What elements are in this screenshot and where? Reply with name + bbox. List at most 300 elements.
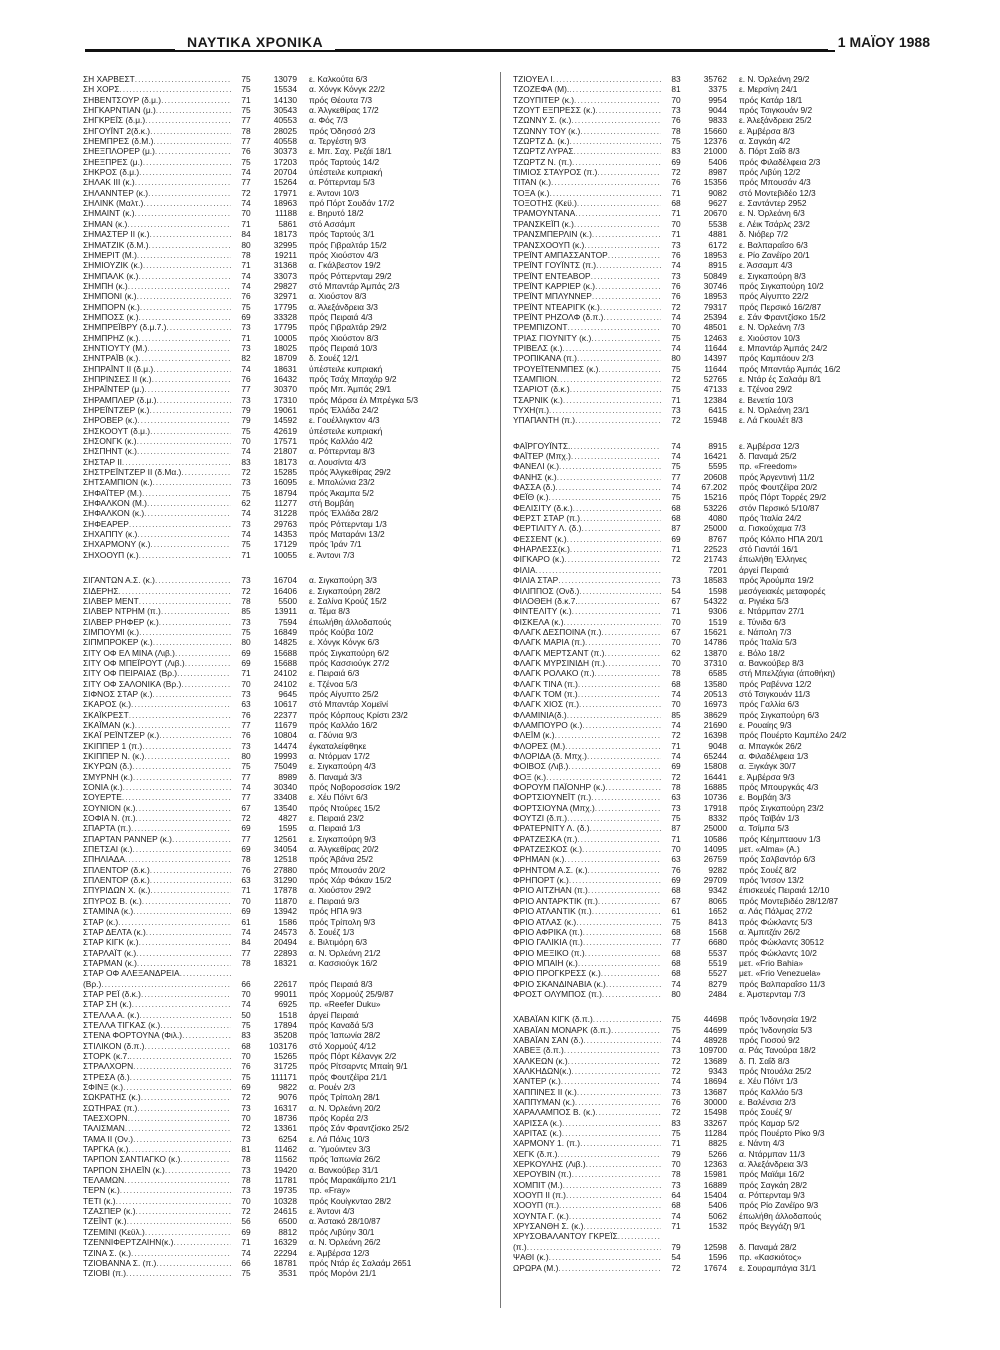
ship-name: ΣΗΛΙΝΚ (Μαλτ.) [83, 198, 144, 209]
position-note: πρός Κουίγκνταο 28/2 [309, 1195, 392, 1206]
build-year: 75 [241, 1019, 251, 1030]
ship-name-cell [83, 136, 231, 146]
ship-name-cell [83, 761, 231, 771]
tonnage: 8332 [708, 813, 727, 824]
build-year: 74 [241, 1247, 251, 1258]
ship-name-cell [83, 105, 231, 115]
build-year: 61 [241, 916, 251, 927]
build-year: 74 [671, 260, 681, 271]
ship-name: ΣΗΛΑΝΝΤΕΡ (κ.) [83, 187, 149, 198]
leader-dots [564, 1045, 661, 1055]
build-year: 63 [241, 875, 251, 886]
tonnage: 1596 [708, 1252, 727, 1263]
ship-name-cell [513, 271, 661, 281]
ship-entry [83, 648, 499, 658]
ship-name-cell [513, 333, 661, 343]
position-note: πρός Σουέζ 9/ [739, 1107, 792, 1118]
ship-name-cell [513, 782, 661, 792]
ship-section [83, 74, 499, 560]
ship-name: ΦΛΑΜΠΟΥΡΟ (κ.) [513, 719, 583, 730]
tonnage: 18953 [703, 291, 727, 302]
ship-entry [513, 741, 929, 751]
tonnage: 31368 [273, 260, 297, 271]
leader-dots [558, 1263, 661, 1273]
tonnage: 10328 [273, 1195, 297, 1206]
leader-dots [133, 1134, 231, 1144]
ship-entry [83, 1216, 499, 1226]
position-note: πρός Σουέζ 8/2 [739, 864, 797, 875]
leader-dots [185, 658, 231, 668]
position-note: πρός Άργεντινή 11/2 [739, 471, 815, 482]
ship-name-cell [513, 544, 661, 554]
tonnage: 103176 [269, 1040, 297, 1051]
tonnage: 9627 [708, 198, 727, 209]
build-year: 68 [671, 947, 681, 958]
ship-name: ΣΚΙΠΠΕΡ Ν. (κ.) [83, 751, 145, 761]
ship-entry [513, 772, 929, 782]
ship-entry [513, 917, 929, 927]
build-year: 71 [671, 606, 681, 617]
position-note: πρός Ρίτσαρντς Μπαίη 9/1 [309, 1061, 408, 1072]
ship-name-cell [513, 865, 661, 875]
ship-name-cell [513, 461, 661, 471]
ship-entry [83, 343, 499, 353]
tonnage: 14592 [273, 415, 297, 426]
build-year: 72 [241, 813, 251, 824]
tonnage: 9306 [708, 606, 727, 617]
tonnage: 17795 [273, 301, 297, 312]
position-note: πρός Περσικό 16/2/87 [739, 301, 822, 312]
leader-dots [572, 157, 661, 167]
position-note: α. Τέμα 8/3 [309, 606, 350, 617]
build-year: 83 [671, 74, 681, 84]
ship-name: ΦΡΙΟ ΜΕΞΙΚΟ (π.) [513, 947, 585, 958]
leader-dots [595, 281, 661, 291]
ship-name: ΦΙΛΙΑ [513, 564, 536, 575]
ship-name: ΦΡΙΟ ΑΙΤΖΗΑΝ (π.) [513, 885, 588, 896]
column-divider [500, 72, 501, 1308]
ship-name-cell [83, 1154, 231, 1164]
ship-name-cell [83, 1010, 231, 1020]
tonnage: 32995 [273, 239, 297, 250]
ship-entry [513, 115, 929, 125]
ship-name-cell [83, 1196, 231, 1206]
ship-entry [83, 1082, 499, 1092]
build-year: 69 [241, 1226, 251, 1237]
ship-name: ΤΟΞΑ (κ.) [513, 187, 550, 198]
ship-entry [83, 488, 499, 498]
tonnage: 15356 [703, 177, 727, 188]
ship-name: ΤΡΕΪΝΤ ΡΗΖΟΛΦ (δ.π.) [513, 311, 604, 322]
ship-name: ΦΟΡΤΣΙΟΥΝΕΪΤ (π.) [513, 792, 592, 803]
tonnage: 18173 [273, 229, 297, 240]
ship-name-cell [83, 219, 231, 229]
ship-name: ΤΙΜΙΟΣ ΣΤΑΥΡΟΣ (π.) [513, 167, 598, 178]
position-note: ε. Σάν Φραντζίσκο 15/2 [739, 311, 826, 322]
ship-entry [83, 1041, 499, 1051]
build-year: 73 [671, 575, 681, 586]
build-year: 70 [671, 322, 681, 333]
leader-dots [555, 730, 661, 740]
build-year: 68 [671, 198, 681, 209]
tonnage: 8915 [708, 440, 727, 451]
tonnage: 9048 [708, 740, 727, 751]
build-year: 75 [241, 539, 251, 550]
ship-entry [513, 906, 929, 916]
ship-name: ΣΚΥΡΩΝ (δ.) [83, 761, 133, 772]
ship-entry [513, 374, 929, 384]
position-note: πρός Μπουσάν 4/3 [739, 177, 811, 188]
tonnage: 24573 [273, 926, 297, 937]
position-note: πρός Μαρακάϊμπο 21/1 [309, 1175, 397, 1186]
ship-name-cell [83, 260, 231, 270]
build-year: 78 [671, 1169, 681, 1180]
ship-entry [83, 115, 499, 125]
leader-dots [563, 395, 661, 405]
ship-name: ΣΤΕΛΛΑ Α. (κ.) [83, 1009, 140, 1020]
tonnage: 31290 [273, 875, 297, 886]
leader-dots [161, 606, 231, 616]
leader-dots [144, 751, 231, 761]
leader-dots [180, 968, 231, 978]
leader-dots [562, 1128, 661, 1138]
leader-dots [144, 508, 231, 518]
leader-dots [559, 1200, 661, 1210]
ship-entry [83, 865, 499, 875]
ship-entry [83, 1165, 499, 1175]
leader-dots [557, 374, 661, 384]
build-year: 73 [241, 1164, 251, 1175]
leader-dots [120, 1185, 231, 1195]
ship-name: ΧΑΡΜΟΝΥ 1. (π.) [513, 1138, 581, 1149]
ship-name-cell [513, 534, 661, 544]
leader-dots [135, 177, 231, 187]
leader-dots [141, 989, 231, 999]
leader-dots [558, 575, 661, 585]
leader-dots [570, 441, 661, 451]
ship-name: ΤΕΛΑΜΩΝ [83, 1175, 125, 1186]
tonnage: 50849 [703, 270, 727, 281]
ship-name-cell [83, 467, 231, 477]
build-year: 68 [671, 885, 681, 896]
build-year: 50 [241, 1009, 251, 1020]
leader-dots [145, 115, 231, 125]
build-year: 69 [241, 311, 251, 322]
position-note: ε. Βαλπαραΐσο 6/3 [739, 239, 808, 250]
position-note: ε. Λέικ Τσάρλς 23/2 [739, 218, 810, 229]
leader-dots [579, 699, 661, 709]
position-note: πρός Ρόττερνταμ 1/3 [309, 518, 387, 529]
build-year: 85 [241, 606, 251, 617]
leader-dots [175, 648, 231, 658]
ship-entry [513, 415, 929, 425]
ship-name: ΤΖΕΝΝΙΦΕΡΤΖΑΙΗΝ(κ.) [83, 1237, 174, 1248]
ship-name: ΥΠΑΠΑΝΤΗ (π.) [513, 415, 576, 426]
position-note: στό Μπαντάρ Άμπάς 2/3 [309, 280, 400, 291]
position-note: πρός Ντάρ ές Σαλαάμ 2651 [309, 1257, 412, 1268]
ship-name: ΣΗΦΑΪΤΕΡ (Μ.) [83, 487, 142, 498]
ship-name-cell [83, 415, 231, 425]
ship-entry [513, 384, 929, 394]
leader-dots [177, 668, 231, 678]
ship-name: ΦΡΗΠΟΡΤ (κ.) [513, 875, 569, 886]
ship-entry [513, 948, 929, 958]
ship-entry [513, 989, 929, 999]
position-note: ε. Χέυ Πόϊντ 6/3 [309, 792, 368, 803]
ship-name: ΣΟΝΙΑ (κ.) [83, 782, 123, 793]
ship-name: ΣΠΛΕΝΤΟΡ (δ.κ.) [83, 864, 150, 875]
build-year: 72 [671, 554, 681, 565]
leader-dots [126, 1268, 231, 1278]
ship-name-cell [513, 1076, 661, 1086]
leader-dots [101, 979, 231, 989]
leader-dots [118, 917, 231, 927]
leader-dots [142, 896, 231, 906]
ship-name: ΦΛΟΡΙΔΑ (δ. Μπχ.) [513, 751, 587, 761]
leader-dots [129, 519, 231, 529]
ship-entry [83, 1020, 499, 1030]
ship-name: ΦΟΞ (κ.) [513, 771, 547, 782]
tonnage: 20494 [273, 937, 297, 948]
leader-dots [592, 906, 661, 916]
ship-entry [513, 198, 929, 208]
leader-dots [563, 1180, 661, 1190]
position-note: πρός Θέουτα 7/3 [309, 94, 373, 105]
ship-entry [513, 1087, 929, 1097]
ship-name: ΣΗΜΕΡΙΤ (Μ.) [83, 249, 137, 260]
ship-name: ΤΙΤΑΝ (κ.) [513, 177, 551, 188]
ship-name: ΣΠΗΛΙΑΔΑ [83, 854, 125, 865]
position-note: πρός Ραβέννα 12/2 [739, 678, 812, 689]
position-note: πρός Καμπάουν 2/3 [739, 353, 814, 364]
leader-dots [136, 948, 231, 958]
ship-name: ΧΑΛΚΕΩΝ (κ.) [513, 1055, 568, 1066]
position-note: ύπέστειλε κυπριακή [309, 425, 383, 436]
leader-dots [596, 260, 661, 270]
leader-dots [153, 136, 231, 146]
ship-entry [513, 1252, 929, 1262]
position-note: α. Ν. Όρλεάνη 21/2 [309, 947, 381, 958]
position-note: α. Ρουέν 2/3 [309, 1082, 356, 1092]
leader-dots [578, 679, 661, 689]
ship-entry [513, 534, 929, 544]
build-year: 87 [671, 523, 681, 534]
position-note: πρός Σάν Φραντζίσκο 25/2 [309, 1123, 409, 1134]
ship-name: ΦΡΙΟ ΑΝΤΑΡΚΤΙΚ (π.) [513, 895, 598, 906]
leader-dots [128, 1144, 231, 1154]
leader-dots [611, 1025, 661, 1035]
leader-dots [129, 710, 231, 720]
tonnage: 11644 [704, 342, 727, 353]
tonnage: 10617 [273, 699, 297, 710]
leader-dots [598, 896, 661, 906]
ship-name-cell [83, 813, 231, 823]
leader-dots [582, 844, 661, 854]
ship-name: ΤΑΡΠΟΝ ΣΑΝΤΙΑΓΚΟ (κ.) [83, 1154, 181, 1165]
build-year: 75 [671, 461, 681, 472]
position-note: α. Ν. Όρλεάνη 20/2 [309, 1102, 381, 1113]
tonnage: 75049 [273, 761, 297, 772]
ship-entry [83, 177, 499, 187]
ship-name-cell [513, 658, 661, 668]
leader-dots [567, 813, 661, 823]
ship-entry [83, 1072, 499, 1082]
ship-name-cell [83, 606, 231, 616]
leader-dots [573, 146, 661, 156]
build-year: 74 [241, 782, 251, 793]
build-year: 75 [671, 136, 681, 147]
tonnage: 15948 [703, 415, 727, 426]
ship-name-cell [83, 291, 231, 301]
build-year: 76 [671, 115, 681, 126]
leader-dots [152, 689, 231, 699]
tonnage: 16317 [273, 1102, 297, 1113]
ship-name: ΤΡΕΪΝΤ ΑΜΠΑΣΣΑΝΤΟΡ [513, 249, 608, 260]
tonnage: 1519 [708, 616, 727, 627]
leader-dots [546, 772, 661, 782]
ship-name-cell [513, 772, 661, 782]
leader-dots [139, 627, 231, 637]
position-note: πρός Ταρτούς 14/2 [309, 156, 380, 167]
build-year: 75 [671, 1128, 681, 1139]
tonnage: 33073 [273, 270, 297, 281]
build-year: 70 [671, 218, 681, 229]
tonnage: 18794 [273, 487, 297, 498]
leader-dots [135, 803, 231, 813]
build-year [661, 565, 691, 575]
position-note: α. Γκάλβεστον 19/2 [309, 260, 381, 271]
ship-name: ΣΗ ΧΑΡΒΕΣΤ [83, 74, 135, 84]
ship-entry [513, 405, 929, 415]
build-year: 54 [671, 1252, 681, 1263]
build-year: 73 [241, 740, 251, 751]
ship-name-cell [83, 1123, 231, 1133]
ship-name-cell [513, 1211, 661, 1221]
build-year: 67 [671, 626, 681, 637]
issue-date: 1 ΜΑΪΟΥ 1988 [828, 34, 930, 50]
build-year: 75 [241, 74, 251, 84]
position-note: πρός Ντούρες 15/2 [309, 802, 381, 813]
build-year: 74 [241, 363, 251, 374]
build-year: 76 [241, 709, 251, 720]
ship-entry [83, 467, 499, 477]
tonnage: 22294 [273, 1247, 297, 1258]
tonnage: 29763 [273, 518, 297, 529]
ship-entry [513, 710, 929, 720]
ship-entry [83, 291, 499, 301]
position-note: πρός Γιοσού 9/2 [739, 1034, 800, 1045]
leader-dots [608, 250, 661, 260]
ship-entry [83, 958, 499, 968]
ship-name-cell [83, 627, 231, 637]
build-year [661, 1231, 691, 1241]
leader-dots [581, 523, 661, 533]
build-year: 73 [671, 239, 681, 250]
leader-dots [592, 291, 661, 301]
position-note: α. Γισκούχαμα 7/3 [739, 523, 806, 534]
position-note: πρός Κέημπταουν 1/3 [739, 833, 821, 844]
leader-dots [137, 529, 231, 539]
ship-entry [83, 84, 499, 94]
tonnage: 11188 [274, 208, 297, 219]
ship-name-cell [83, 1258, 231, 1268]
build-year: 78 [671, 782, 681, 793]
tonnage: 17918 [703, 802, 727, 813]
leader-dots [574, 95, 661, 105]
tonnage: 24615 [273, 1206, 297, 1217]
build-year: 69 [671, 875, 681, 886]
ship-name: ΦΟΡΟΥΜ ΠΑΪΟΝΗΡ (κ.) [513, 782, 606, 793]
build-year: 72 [671, 373, 681, 384]
ship-name-cell [513, 575, 661, 585]
ship-name: ΣΠΥΡΙΔΩΝ Χ. (κ.) [83, 885, 151, 896]
ship-entry [83, 596, 499, 606]
build-year: 75 [241, 761, 251, 772]
tonnage: 20670 [703, 208, 727, 219]
ship-name: ΤΕΤΙ (κ.) [83, 1195, 116, 1206]
leader-dots [583, 1221, 661, 1231]
tonnage: 14353 [273, 529, 297, 540]
ship-name: ΣΤΑΡ (κ.) [83, 916, 119, 927]
ship-name-cell [83, 271, 231, 281]
build-year [231, 968, 261, 978]
ship-name-cell [83, 948, 231, 958]
build-year: 69 [241, 1082, 251, 1092]
leader-dots [139, 937, 231, 947]
ship-entry [83, 792, 499, 802]
ship-name-cell [83, 617, 231, 627]
ship-entry [513, 689, 929, 699]
tonnage: 33267 [703, 1117, 727, 1128]
ship-entry [513, 333, 929, 343]
tonnage: 22617 [273, 978, 297, 989]
ship-name: ΤΡΕΪΝΤ ΕΝΤΕΑΒΟΡ [513, 270, 591, 281]
tonnage: 6415 [708, 405, 727, 415]
ship-name: ΤΣΑΡΝΙΚ (κ.) [513, 394, 563, 405]
leader-dots [116, 1196, 231, 1206]
ship-name-cell [83, 281, 231, 291]
position-note: α. Ρόττερνταμ 8/3 [309, 446, 375, 457]
tonnage: 15498 [703, 1107, 727, 1118]
build-year: 74 [671, 440, 681, 451]
build-year: 64 [671, 1190, 681, 1201]
position-note: πρός Ίταλία 24/2 [739, 513, 802, 524]
tonnage: 15808 [703, 761, 727, 772]
ship-entry [513, 1211, 929, 1221]
ship-name: ΣΦΙΝΞ (κ.) [83, 1082, 124, 1092]
build-year: 75 [671, 916, 681, 927]
tonnage: 15621 [703, 626, 727, 637]
ship-name-cell [513, 617, 661, 627]
ship-entry [83, 1051, 499, 1061]
ship-name: ΣΤΑΡ ΔΕΛΤΑ (κ.) [83, 926, 146, 937]
position-note: δ. Σουέζ 12/1 [309, 353, 359, 364]
ship-name: ΣΗΣΚΟΟΥΤ (δ.μ.) [83, 425, 151, 436]
leader-dots [575, 1097, 661, 1107]
position-note: ε. Πειραιά 23/2 [309, 813, 364, 824]
build-year: 75 [671, 1014, 681, 1025]
ship-name: ΦΕΛΙΣΙΤΥ (δ.κ.) [513, 502, 573, 513]
ship-name: ΣΠΑΡΤΑ (π.) [83, 823, 132, 834]
position-note: α. Φός 7/3 [309, 115, 348, 126]
position-note: ε. Ν. Όρλεάνη 29/2 [739, 74, 810, 84]
position-note: ε. Σιγκαπούρη 9/3 [309, 833, 376, 844]
ship-entry [83, 689, 499, 699]
tonnage: 13079 [273, 74, 297, 84]
ship-name-cell [83, 906, 231, 916]
position-note: α. Τεργέστη 9/3 [309, 136, 367, 147]
tonnage: 5406 [708, 156, 727, 167]
